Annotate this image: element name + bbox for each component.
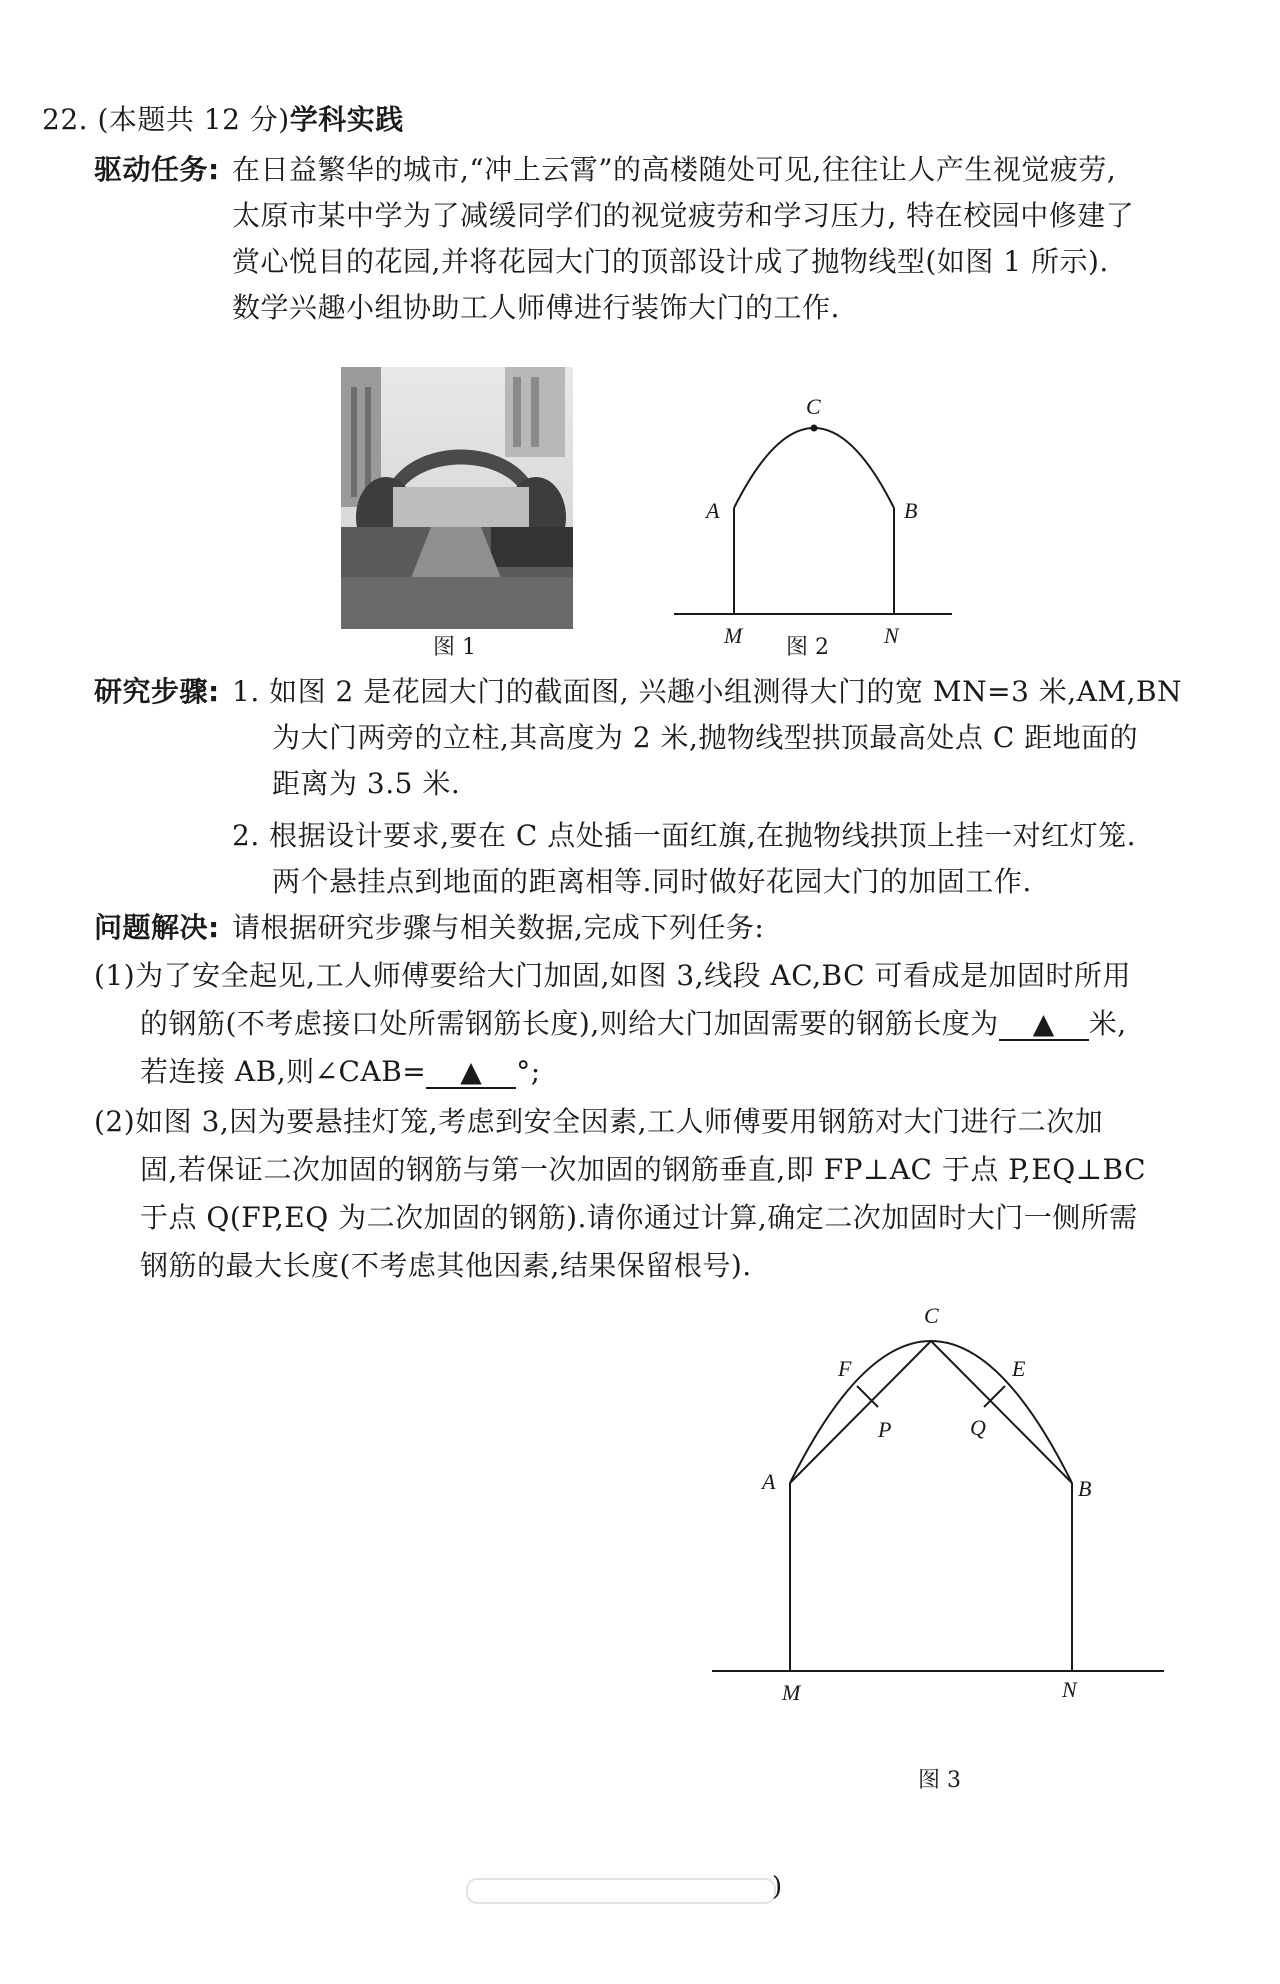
task-line-1: 在日益繁华的城市,“冲上云霄”的高楼随处可见,往往让人产生视觉疲劳, <box>232 153 1117 186</box>
answer-blank-angle: ▲ <box>426 1057 516 1089</box>
problem-label: 问题解决: <box>94 911 220 944</box>
segment-bc <box>931 1341 1072 1483</box>
label-m-3: M <box>782 1680 801 1705</box>
question-score: (本题共 12 分) <box>97 103 290 136</box>
task-line-2: 太原市某中学为了减缓同学们的视觉疲劳和学习压力, 特在校园中修建了 <box>232 199 1135 232</box>
point-c <box>811 425 818 432</box>
label-b: B <box>904 498 918 523</box>
question-header <box>42 100 404 140</box>
label-c-3: C <box>924 1303 939 1328</box>
segment-ac <box>790 1341 931 1483</box>
q2-line-4: 钢筋的最大长度(不考虑其他因素,结果保留根号). <box>140 1249 752 1282</box>
scan-artifact-bar <box>466 1878 776 1904</box>
step-1-line-2: 为大门两旁的立柱,其高度为 2 米,抛物线型拱顶最高处点 C 距地面的 <box>272 721 1139 754</box>
q1-line-2 <box>140 1004 1127 1044</box>
steps-label: 研究步骤: <box>94 675 220 708</box>
parabola-arch-3 <box>790 1341 1072 1483</box>
q1-line-3-text: 若连接 AB,则∠CAB= <box>140 1055 427 1088</box>
label-a-3: A <box>762 1469 776 1494</box>
problem-intro: 请根据研究步骤与相关数据,完成下列任务: <box>232 911 765 944</box>
question-number: 22. <box>42 103 89 136</box>
q2-line-2: 固,若保证二次加固的钢筋与第一次加固的钢筋垂直,即 FP⊥AC 于点 P,EQ⊥BC <box>140 1153 1147 1186</box>
label-q-3: Q <box>970 1415 986 1440</box>
step-2-line-1: 2. 根据设计要求,要在 C 点处插一面红旗,在抛物线拱顶上挂一对红灯笼. <box>232 819 1137 852</box>
q1-line-2-text: 的钢筋(不考虑接口处所需钢筋长度),则给大门加固需要的钢筋长度为 <box>140 1007 999 1040</box>
answer-blank-length: ▲ <box>999 1009 1089 1041</box>
task-line-4: 数学兴趣小组协助工人师傅进行装饰大门的工作. <box>232 291 840 324</box>
q1-line-3 <box>140 1052 541 1092</box>
figure-3-caption: 图 3 <box>918 1768 961 1793</box>
q2-line-1: (2)如图 3,因为要悬挂灯笼,考虑到安全因素,工人师傅要用钢筋对大门进行二次加 <box>94 1105 1104 1138</box>
q2-line-3: 于点 Q(FP,EQ 为二次加固的钢筋).请你通过计算,确定二次加固时大门一侧所需 <box>140 1201 1138 1234</box>
figure-1-caption: 图 1 <box>433 635 476 660</box>
task-line-3: 赏心悦目的花园,并将花园大门的顶部设计成了抛物线型(如图 1 所示). <box>232 245 1109 278</box>
label-f-3: F <box>838 1356 852 1381</box>
q1-line-1: (1)为了安全起见,工人师傅要给大门加固,如图 3,线段 AC,BC 可看成是加固时所用 <box>94 959 1131 992</box>
step-1-line-1: 1. 如图 2 是花园大门的截面图, 兴趣小组测得大门的宽 MN=3 米,AM,BN <box>232 675 1183 708</box>
label-p-3: P <box>878 1417 892 1442</box>
figure-2-diagram <box>660 385 960 660</box>
step-2-line-2: 两个悬挂点到地面的距离相等.同时做好花园大门的加固工作. <box>272 865 1032 898</box>
parabola-arch <box>734 428 894 508</box>
q1-line-2-unit: 米, <box>1088 1007 1127 1040</box>
label-n-3: N <box>1062 1677 1077 1702</box>
label-e-3: E <box>1012 1356 1026 1381</box>
step-1-line-3: 距离为 3.5 米. <box>272 767 461 800</box>
label-c: C <box>806 394 821 419</box>
q1-line-3-unit: °; <box>516 1055 541 1088</box>
figure-2-caption: 图 2 <box>786 635 829 660</box>
label-n: N <box>884 623 899 648</box>
footer-mark: ) <box>772 1872 783 1902</box>
label-b-3: B <box>1078 1476 1092 1501</box>
label-m: M <box>724 623 743 648</box>
figure-3-diagram <box>700 1295 1180 1725</box>
garden-gate-photo <box>341 367 573 629</box>
question-title: 学科实践 <box>289 103 404 136</box>
label-a: A <box>706 498 720 523</box>
task-label: 驱动任务: <box>94 153 220 186</box>
